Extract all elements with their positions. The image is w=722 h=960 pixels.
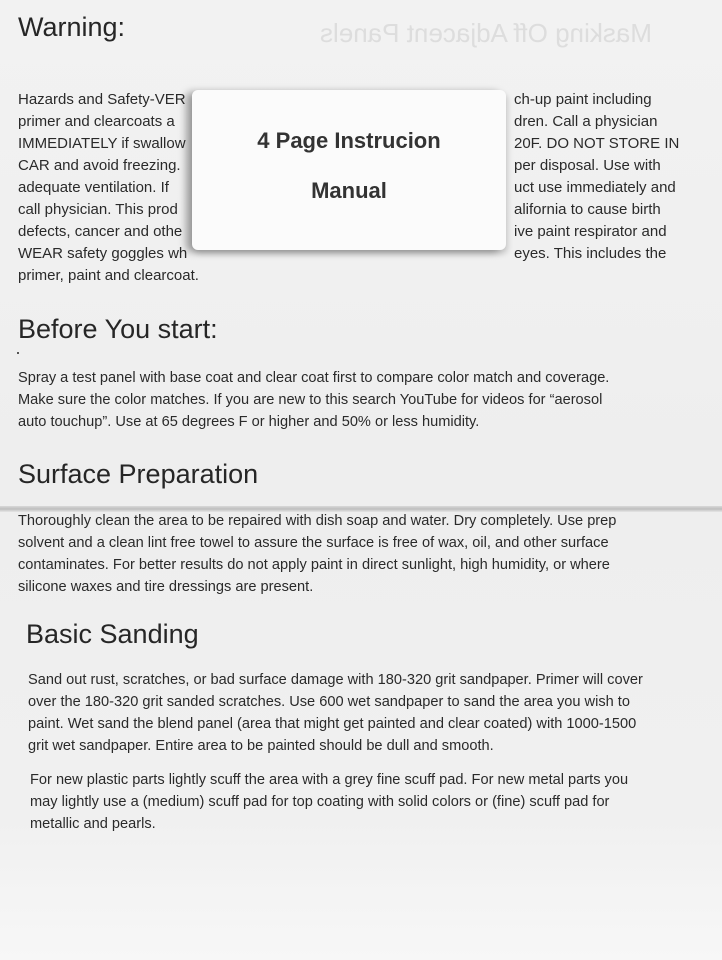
text-line: primer and clearcoats a — [18, 113, 175, 130]
text-line: Make sure the color matches. If you are new to this search YouTube for videos for “aerosol — [18, 392, 603, 408]
warning-text-right — [514, 89, 679, 265]
text-line: adequate ventilation. If — [18, 179, 169, 196]
bleed-through-heading: Masking Off Adjacent Panels — [320, 18, 652, 48]
text-line: 20F. DO NOT STORE IN — [514, 135, 680, 152]
text-line: IMMEDIATELY if swallow — [18, 135, 186, 152]
text-line: ch-up paint including — [514, 91, 652, 108]
sanding-heading: Basic Sanding — [26, 619, 199, 649]
text-line: solvent and a clean lint free towel to assure the surface is free of wax, oil, and other surface — [18, 535, 609, 551]
text-line: over the 180-320 grit sanded scratches. Use 600 wet sandpaper to sand the area you wish to — [28, 694, 630, 710]
text-line: Spray a test panel with base coat and clear coat first to compare color match and coverage. — [18, 370, 610, 386]
text-line: Sand out rust, scratches, or bad surface damage with 180-320 grit sandpaper. Primer will cover — [28, 672, 643, 688]
text-line: eyes. This includes the — [514, 245, 667, 262]
card-title-line2: Manual — [311, 178, 387, 203]
text-line: Thoroughly clean the area to be repaired with dish soap and water. Dry completely. Use prep — [18, 513, 617, 529]
text-line: uct use immediately and — [514, 179, 676, 196]
text-line: per disposal. Use with — [514, 157, 661, 174]
before-text — [18, 367, 609, 433]
text-line: For new plastic parts lightly scuff the area with a grey fine scuff pad. For new metal parts you — [30, 772, 629, 788]
text-line: CAR and avoid freezing. — [18, 157, 181, 174]
surface-text — [18, 510, 616, 598]
text-line: metallic and pearls. — [30, 816, 156, 832]
sanding-text — [28, 669, 643, 757]
text-line: primer, paint and clearcoat. — [18, 267, 199, 284]
text-line: ive paint respirator and — [514, 223, 667, 240]
text-line: WEAR safety goggles wh — [18, 245, 188, 262]
text-line: Hazards and Safety-VER — [18, 91, 186, 108]
text-line: auto touchup”. Use at 65 degrees F or higher and 50% or less humidity. — [18, 414, 480, 430]
surface-heading: Surface Preparation — [18, 459, 259, 489]
text-line: contaminates. For better results do not apply paint in direct sunlight, high humidity, or where — [18, 557, 610, 573]
warning-heading: Warning: — [18, 12, 126, 42]
warning-text-left — [18, 89, 199, 287]
card-title-line1: 4 Page Instrucion — [257, 128, 441, 153]
text-line: paint. Wet sand the blend panel (area that might get painted and clear coated) with 1000-1500 — [28, 716, 637, 732]
text-line: call physician. This prod — [18, 201, 178, 218]
text-line: silicone waxes and tire dressings are present. — [18, 579, 314, 595]
text-line: alifornia to cause birth — [514, 201, 661, 218]
before-heading: Before You start: — [18, 314, 218, 344]
text-line: defects, cancer and othe — [18, 223, 183, 240]
text-line: may lightly use a (medium) scuff pad for top coating with solid colors or (fine) scuff pad for — [30, 794, 610, 810]
overlay-label-card — [192, 90, 506, 250]
text-line: dren. Call a physician — [514, 113, 658, 130]
text-line: grit wet sandpaper. Entire area to be painted should be dull and smooth. — [28, 738, 494, 754]
sanding-text-2 — [30, 769, 628, 835]
stray-dot — [17, 352, 19, 354]
